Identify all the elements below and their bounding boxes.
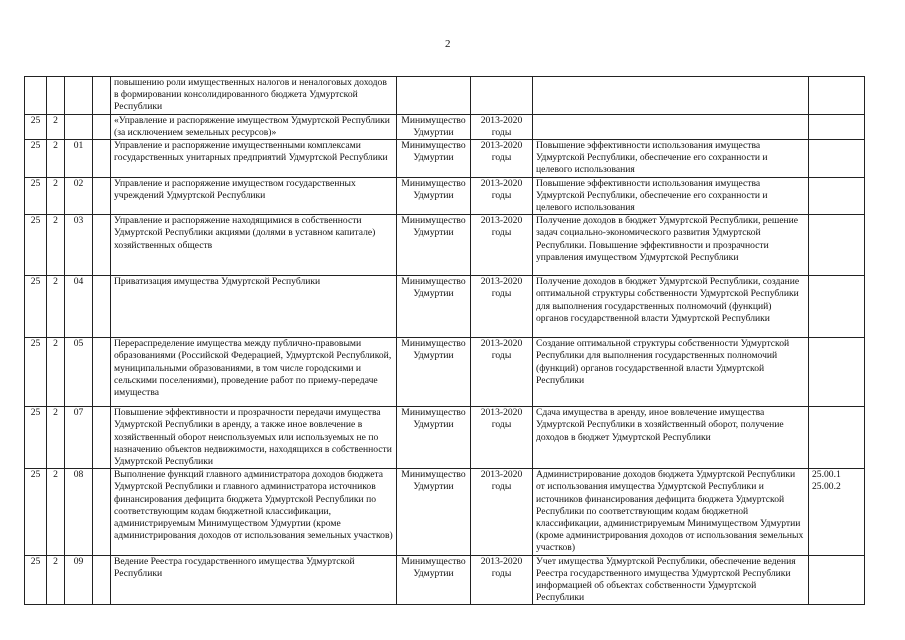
period-cell: 2013-2020 годы xyxy=(471,276,533,338)
executor-cell: Минимущество Удмуртии xyxy=(397,215,471,276)
expected-result-cell: Учет имущества Удмуртской Республики, обеспечение ведения Реестра государственного имущества Удмуртской Республики информацией об объектах собственности Удмуртской Республики xyxy=(533,555,809,605)
expected-result-cell: Получение доходов в бюджет Удмуртской Республики, решение задач социально-экономического развития Удмуртской Республики. Повышение эффективности и прозрачности управления имуществом Удмуртской Республики xyxy=(533,215,809,276)
expected-result-cell: Получение доходов в бюджет Удмуртской Республики, создание оптимальной структуры собственности Удмуртской Республики для выполнения государственных полномочий (функций) органов государственной власти Удмуртской Республики xyxy=(533,276,809,338)
indicator-code: 25.00.1 xyxy=(812,469,841,481)
table-row xyxy=(25,177,865,215)
expected-result-cell: Повышение эффективности использования имущества Удмуртской Республики, обеспечение его сохранности и целевого использования xyxy=(533,177,809,215)
event-name-cell: «Управление и распоряжение имуществом Удмуртской Республики (за исключением земельных ресурсов)» xyxy=(111,114,397,139)
period-cell: 2013-2020 годы xyxy=(471,114,533,139)
event-name-cell: Повышение эффективности и прозрачности передачи имущества Удмуртской Республики в аренду, а также иное вовлечение в хозяйственный оборот неиспользуемых или используемых не по назначению объектов недвижимости, находящихся в собственности Удмуртской Республики xyxy=(111,407,397,469)
code-column-1-cell: 25 xyxy=(25,338,47,407)
indicator-codes-cell xyxy=(809,555,865,605)
executor-cell: Минимущество Удмуртии xyxy=(397,338,471,407)
executor-cell: Минимущество Удмуртии xyxy=(397,114,471,139)
table-body xyxy=(25,77,865,605)
table-row xyxy=(25,555,865,605)
table-row xyxy=(25,276,865,338)
event-name-cell: Управление и распоряжение имуществом государственных учреждений Удмуртской Республики xyxy=(111,177,397,215)
code-column-1-cell: 25 xyxy=(25,469,47,555)
expected-result-cell: Повышение эффективности использования имущества Удмуртской Республики, обеспечение его сохранности и целевого использования xyxy=(533,140,809,178)
table-row xyxy=(25,140,865,178)
code-column-2-cell: 2 xyxy=(47,140,65,178)
code-column-4-cell xyxy=(93,177,111,215)
code-column-4-cell xyxy=(93,77,111,115)
code-column-3-cell: 03 xyxy=(65,215,93,276)
code-column-2-cell: 2 xyxy=(47,555,65,605)
event-name-cell: Управление и распоряжение находящимися в собственности Удмуртской Республики акциями (долями в уставном капитале) хозяйственных обществ xyxy=(111,215,397,276)
indicator-codes-cell xyxy=(809,469,865,555)
code-column-1-cell: 25 xyxy=(25,276,47,338)
event-name-cell: Выполнение функций главного администратора доходов бюджета Удмуртской Республики и главного администратора источников финансирования дефицита бюджета Удмуртской Республики по соответствующим кодам бюджетной классификации, администрируемым Минимуществом Удмуртии (кроме администрирования доходов от использования земельных участков) xyxy=(111,469,397,555)
code-column-1-cell: 25 xyxy=(25,407,47,469)
code-column-4-cell xyxy=(93,276,111,338)
period-cell: 2013-2020 годы xyxy=(471,555,533,605)
code-column-1-cell: 25 xyxy=(25,140,47,178)
executor-cell: Минимущество Удмуртии xyxy=(397,407,471,469)
indicator-codes-cell xyxy=(809,140,865,178)
event-name-cell: Приватизация имущества Удмуртской Республики xyxy=(111,276,397,338)
indicator-codes-cell xyxy=(809,338,865,407)
period-cell: 2013-2020 годы xyxy=(471,407,533,469)
code-column-1-cell: 25 xyxy=(25,177,47,215)
code-column-2-cell xyxy=(47,77,65,115)
indicator-codes-cell xyxy=(809,215,865,276)
period-cell: 2013-2020 годы xyxy=(471,140,533,178)
code-column-4-cell xyxy=(93,338,111,407)
code-column-4-cell xyxy=(93,555,111,605)
expected-result-cell: Администрирование доходов бюджета Удмуртской Республики от использования имущества Удмуртской Республики и источников финансирования дефицита бюджета Удмуртской Республики по соответствующим кодам бюджетной классификации, администрируемым Минимуществом Удмуртии (кроме администрирования доходов от использования земельных участков) xyxy=(533,469,809,555)
table-row xyxy=(25,338,865,407)
period-cell: 2013-2020 годы xyxy=(471,338,533,407)
code-column-3-cell: 09 xyxy=(65,555,93,605)
period-cell: 2013-2020 годы xyxy=(471,469,533,555)
code-column-3-cell: 07 xyxy=(65,407,93,469)
program-table xyxy=(24,76,865,605)
executor-cell: Минимущество Удмуртии xyxy=(397,555,471,605)
expected-result-cell xyxy=(533,77,809,115)
executor-cell: Минимущество Удмуртии xyxy=(397,469,471,555)
expected-result-cell xyxy=(533,114,809,139)
executor-cell xyxy=(397,77,471,115)
code-column-2-cell: 2 xyxy=(47,114,65,139)
table-row xyxy=(25,77,865,115)
code-column-2-cell: 2 xyxy=(47,338,65,407)
indicator-code: 25.00.2 xyxy=(812,481,841,493)
code-column-1-cell: 25 xyxy=(25,215,47,276)
period-cell: 2013-2020 годы xyxy=(471,177,533,215)
code-column-4-cell xyxy=(93,407,111,469)
code-column-2-cell: 2 xyxy=(47,177,65,215)
code-column-3-cell: 01 xyxy=(65,140,93,178)
code-column-2-cell: 2 xyxy=(47,469,65,555)
executor-cell: Минимущество Удмуртии xyxy=(397,177,471,215)
executor-cell: Минимущество Удмуртии xyxy=(397,140,471,178)
code-column-3-cell: 05 xyxy=(65,338,93,407)
code-column-3-cell xyxy=(65,114,93,139)
code-column-3-cell xyxy=(65,77,93,115)
code-column-4-cell xyxy=(93,140,111,178)
event-name-cell: повышению роли имущественных налогов и неналоговых доходов в формировании консолидированного бюджета Удмуртской Республики xyxy=(111,77,397,115)
code-column-2-cell: 2 xyxy=(47,276,65,338)
code-column-2-cell: 2 xyxy=(47,407,65,469)
indicator-codes-cell xyxy=(809,276,865,338)
code-column-4-cell xyxy=(93,215,111,276)
code-column-3-cell: 02 xyxy=(65,177,93,215)
event-name-cell: Управление и распоряжение имущественными комплексами государственных унитарных предприятий Удмуртской Республики xyxy=(111,140,397,178)
expected-result-cell: Создание оптимальной структуры собственности Удмуртской Республики для выполнения государственных полномочий (функций) органов государственной власти Удмуртской Республики xyxy=(533,338,809,407)
table-row xyxy=(25,469,865,555)
event-name-cell: Ведение Реестра государственного имущества Удмуртской Республики xyxy=(111,555,397,605)
period-cell xyxy=(471,77,533,115)
indicator-codes-cell xyxy=(809,407,865,469)
expected-result-cell: Сдача имущества в аренду, иное вовлечение имущества Удмуртской Республики в хозяйственный оборот, получение доходов в бюджет Удмуртской Республики xyxy=(533,407,809,469)
code-column-1-cell xyxy=(25,77,47,115)
code-column-4-cell xyxy=(93,114,111,139)
code-column-1-cell: 25 xyxy=(25,555,47,605)
code-column-3-cell: 04 xyxy=(65,276,93,338)
table-row xyxy=(25,114,865,139)
executor-cell: Минимущество Удмуртии xyxy=(397,276,471,338)
code-column-1-cell: 25 xyxy=(25,114,47,139)
code-column-2-cell: 2 xyxy=(47,215,65,276)
indicator-codes-cell xyxy=(809,77,865,115)
table-row xyxy=(25,407,865,469)
code-column-3-cell: 08 xyxy=(65,469,93,555)
code-column-4-cell xyxy=(93,469,111,555)
event-name-cell: Перераспределение имущества между публично-правовыми образованиями (Российской Федерацией, Удмуртской Республикой, муниципальными образованиями, в том числе городскими и сельскими поселениями), проведение работ по приему-передаче имущества xyxy=(111,338,397,407)
table-row xyxy=(25,215,865,276)
indicator-codes-cell xyxy=(809,177,865,215)
indicator-codes-cell xyxy=(809,114,865,139)
period-cell: 2013-2020 годы xyxy=(471,215,533,276)
page-number: 2 xyxy=(445,38,451,50)
